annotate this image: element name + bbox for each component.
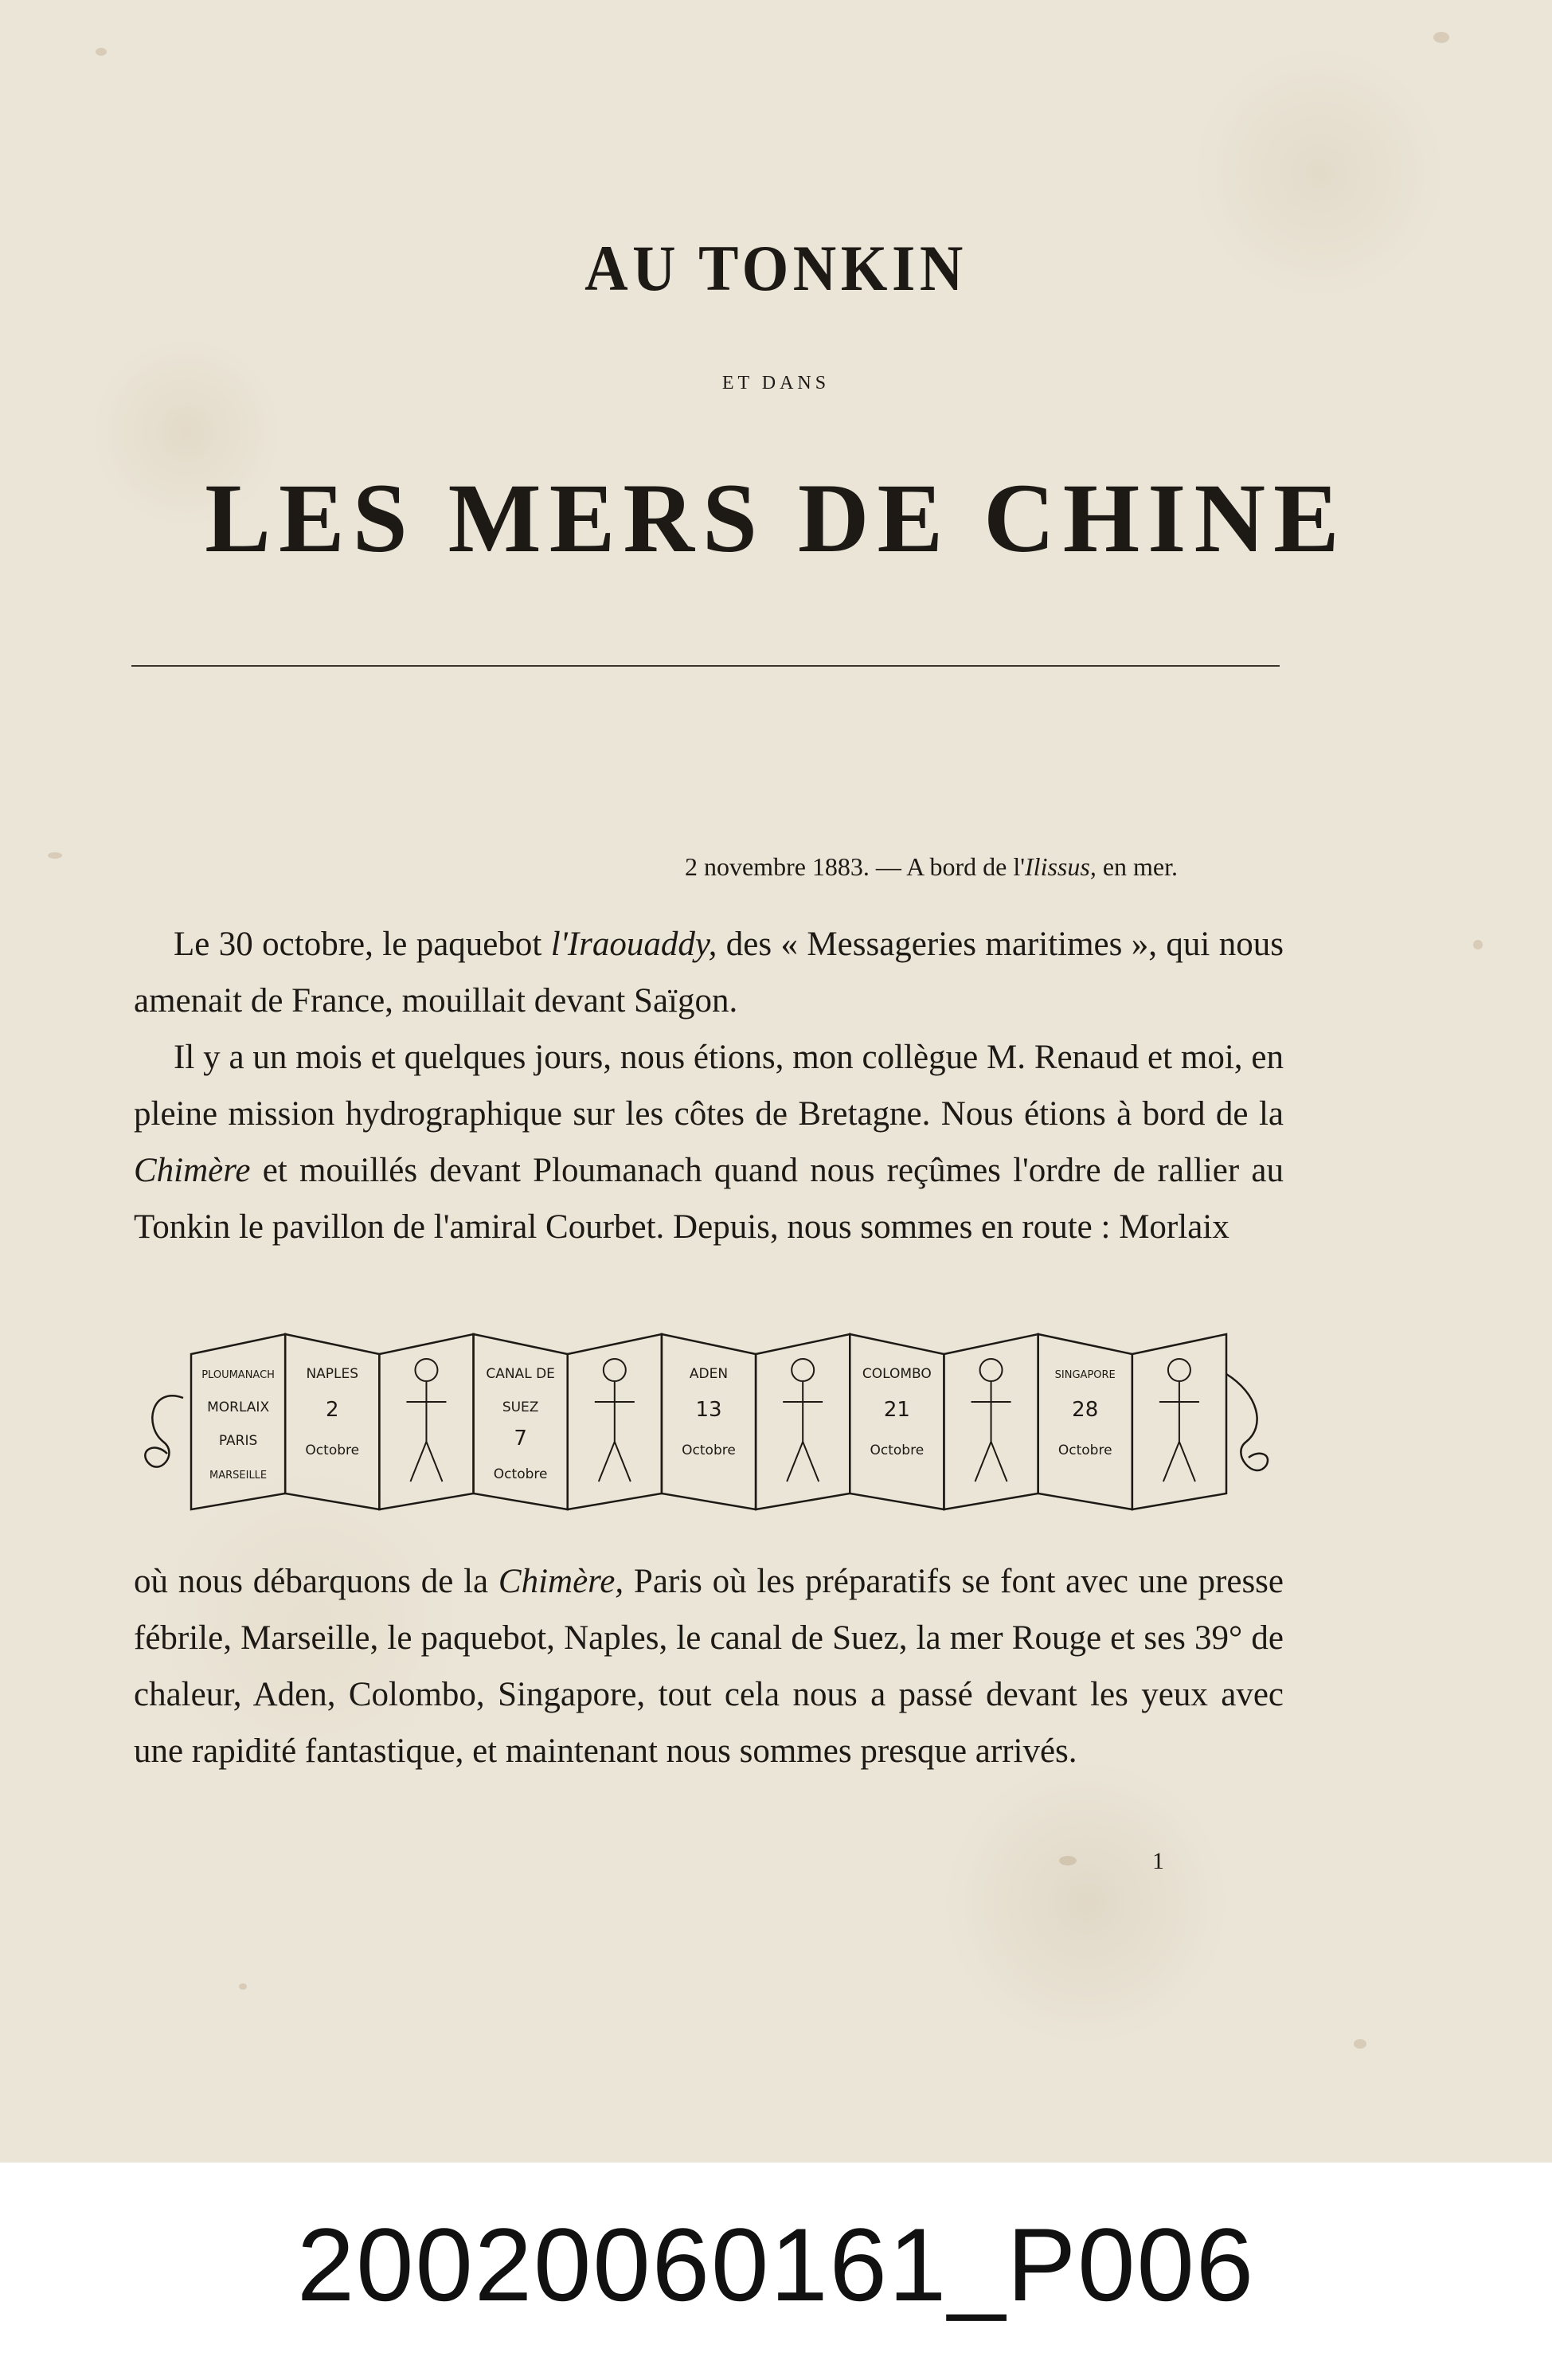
itinerary-figure-sketch [595, 1359, 635, 1482]
page-number: 1 [1152, 1848, 1164, 1874]
itinerary-panel-text: MARSEILLE [209, 1470, 268, 1482]
title-main: AU TONKIN [584, 232, 968, 304]
itinerary-panel-text: 21 [883, 1398, 910, 1422]
itinerary-panel-text: COLOMBO [862, 1366, 932, 1382]
dateline [685, 852, 1178, 882]
dateline-suffix: en mer. [1096, 852, 1178, 881]
itinerary-panel-text: 28 [1072, 1398, 1099, 1422]
paragraph-1-ship: l'Iraouaddy, [550, 926, 717, 963]
paragraph-3-text-a: où nous débarquons de la [134, 1563, 498, 1600]
paragraph-2-ship: Chimère [134, 1152, 251, 1189]
itinerary-panel [285, 1334, 379, 1509]
paragraph-1 [134, 916, 1284, 1029]
title-subtitle: LES MERS DE CHINE [205, 464, 1347, 573]
paragraph-3 [134, 1553, 1284, 1779]
itinerary-panel-text: ADEN [689, 1366, 729, 1382]
itinerary-panel-text: Octobre [682, 1442, 736, 1458]
itinerary-panel-text: Octobre [493, 1466, 548, 1482]
itinerary-panel-text: 13 [695, 1398, 722, 1422]
itinerary-panel [474, 1334, 568, 1509]
itinerary-figure-sketch [406, 1359, 446, 1482]
title-divider [131, 665, 1280, 667]
paragraph-1-text-a: Le 30 octobre, le paquebot [174, 926, 551, 963]
itinerary-panel-text: MORLAIX [207, 1399, 270, 1415]
itinerary-panel [662, 1334, 756, 1509]
paragraph-1-text-b: des « Messageries maritimes », qui nous amenait de France, mouillait devant Saïgon. [134, 926, 1284, 1020]
itinerary-panel-text: SINGAPORE [1054, 1369, 1116, 1381]
paragraph-3-ship: Chimère, [498, 1563, 624, 1600]
itinerary-figure-sketch [1159, 1359, 1199, 1482]
itinerary-panel-text: NAPLES [306, 1366, 359, 1382]
paragraph-2-text-b: et mouillés devant Ploumanach quand nous reçûmes l'ordre de rallier au Tonkin le pavillon de l'amiral Courbet. Depuis, nous sommes en route : Morlaix [134, 1152, 1284, 1246]
itinerary-figure-sketch [971, 1359, 1011, 1482]
itinerary-panel [1038, 1334, 1132, 1509]
itinerary-figure-sketch [783, 1359, 823, 1482]
itinerary-panel-text: Octobre [305, 1442, 360, 1458]
dateline-prefix: 2 novembre 1883. — A bord de l' [684, 852, 1026, 881]
folding-itinerary-illustration [135, 1322, 1274, 1537]
paragraph-2-text-a: Il y a un mois et quelques jours, nous étions, mon collègue M. Renaud et moi, en pleine mission hydrographique sur les côtes de Bretagne. Nous étions à bord de la [134, 1039, 1284, 1133]
itinerary-panel-text: CANAL DE [486, 1366, 555, 1382]
itinerary-panel-text: Octobre [870, 1442, 925, 1458]
itinerary-panel-text: SUEZ [502, 1399, 539, 1415]
title-connector: ET DANS [721, 373, 831, 393]
catalog-id-label: 20020060161_P006 [296, 2206, 1256, 2323]
itinerary-panel-text: PLOUMANACH [201, 1369, 275, 1381]
paragraph-3-text-b: Paris où les préparatifs se font avec une presse fébrile, Marseille, le paquebot, Naples, le canal de Suez, la mer Rouge et ses 39° de chaleur, Aden, Colombo, Singapore, tout cela nous a passé devant les yeux avec une rapidité fantastique, et maintenant nous sommes presque arrivés. [134, 1563, 1284, 1770]
itinerary-panel-text: PARIS [218, 1433, 258, 1449]
dateline-ship: Ilissus, [1025, 852, 1097, 881]
paragraph-2 [134, 1029, 1284, 1255]
itinerary-panel [191, 1334, 285, 1509]
itinerary-panel-text: 2 [325, 1398, 339, 1422]
itinerary-panel [850, 1334, 944, 1509]
itinerary-panel-text: 7 [514, 1427, 527, 1450]
itinerary-panel-text: Octobre [1057, 1442, 1112, 1458]
